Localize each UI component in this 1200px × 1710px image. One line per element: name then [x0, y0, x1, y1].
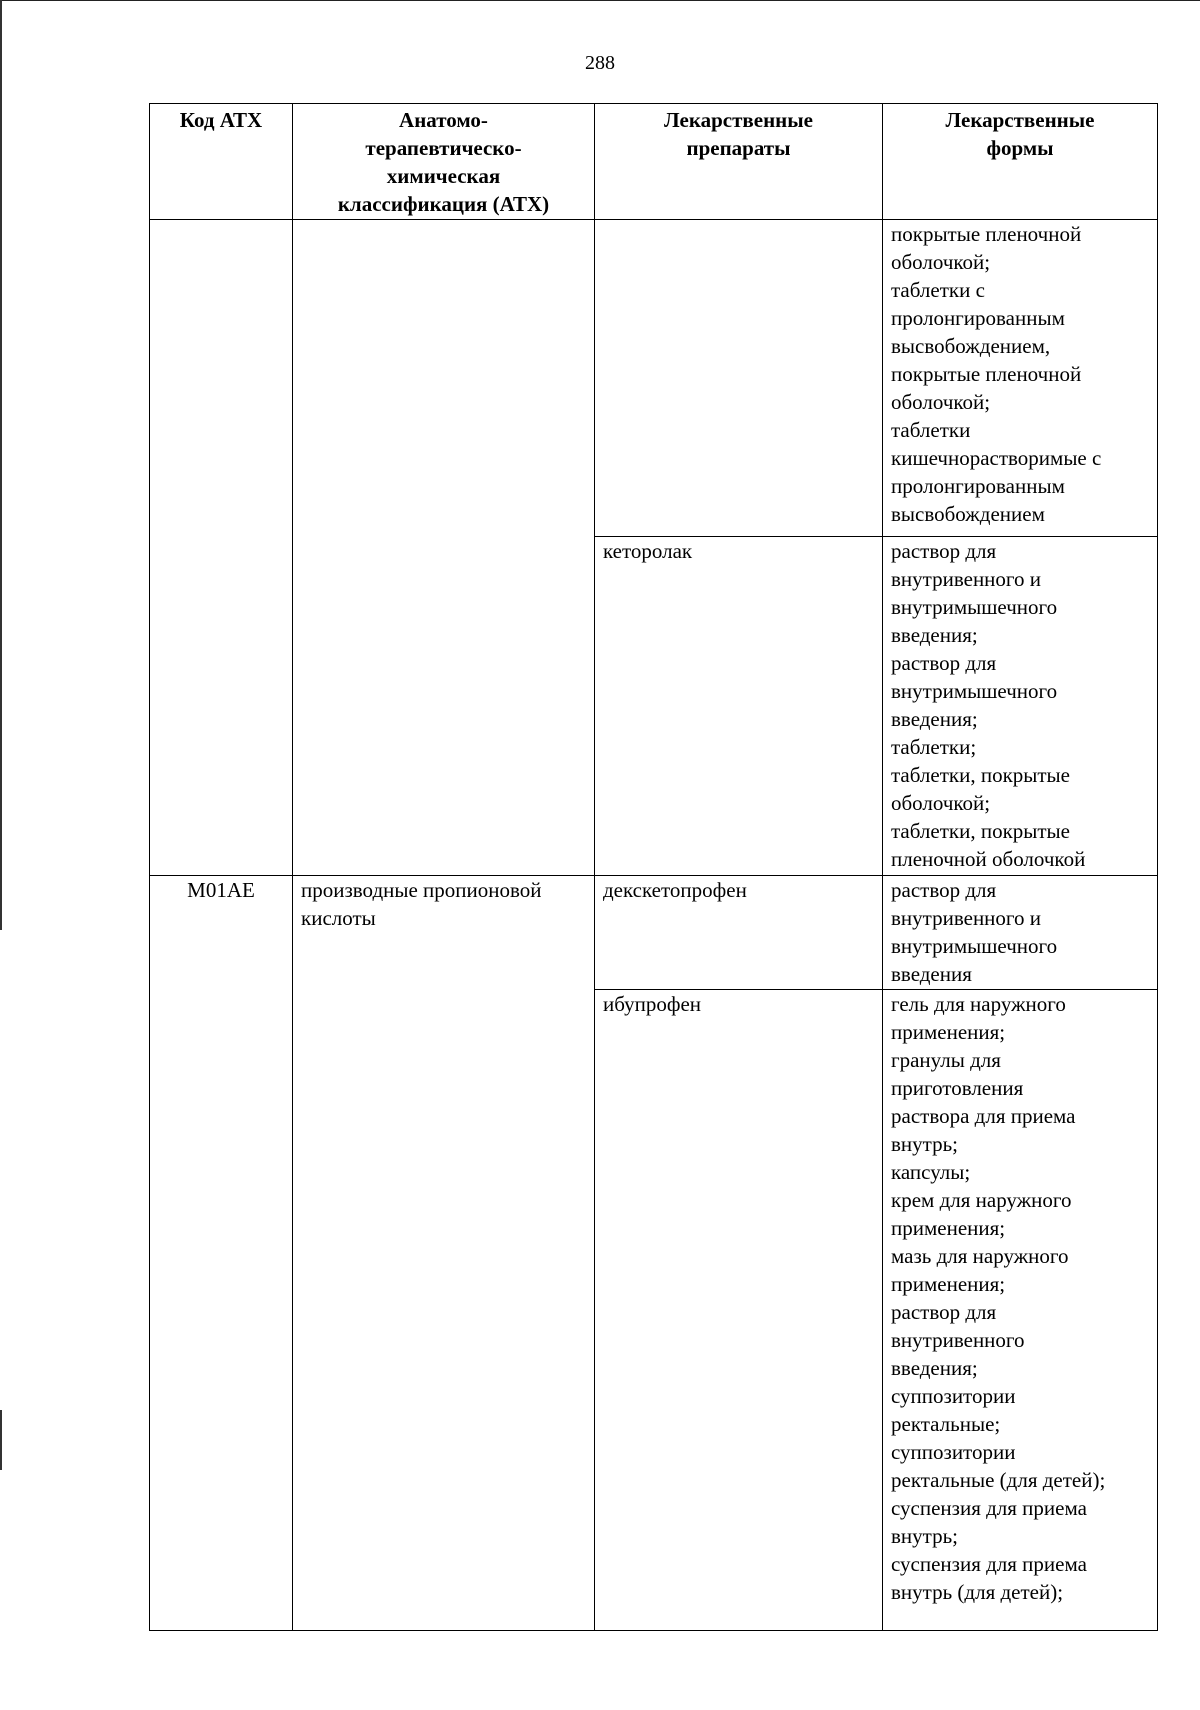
form-line: таблетки	[891, 418, 971, 442]
form-line: пленочной оболочкой	[891, 847, 1086, 871]
form-line: таблетки, покрытые	[891, 763, 1070, 787]
form-line: внутримышечного	[891, 595, 1058, 619]
form-line: применения;	[891, 1272, 1006, 1296]
form-line: покрытые пленочной	[891, 222, 1082, 246]
form-line: суспензия для приема	[891, 1552, 1087, 1576]
form-line: внутривенного и	[891, 906, 1041, 930]
form-line: применения;	[891, 1216, 1006, 1240]
form-line: введения;	[891, 707, 978, 731]
drug-cell	[595, 220, 883, 537]
header-forms: Лекарственные формы	[883, 104, 1158, 220]
form-line: суппозитории	[891, 1440, 1016, 1464]
form-line: раствор для	[891, 1300, 997, 1324]
header-classification: Анатомо- терапевтическо- химическая классификация (АТХ)	[293, 104, 595, 220]
form-line: раствор для	[891, 539, 997, 563]
code-cell: M01AE	[150, 876, 293, 1631]
form-line: пролонгированным	[891, 474, 1065, 498]
form-line: введения;	[891, 1356, 978, 1380]
scan-mark	[0, 1410, 2, 1470]
form-line: покрытые пленочной	[891, 362, 1082, 386]
form-line: оболочкой;	[891, 390, 991, 414]
top-rule	[0, 0, 1200, 1]
forms-cell	[883, 876, 1158, 990]
form-line: капсулы;	[891, 1160, 971, 1184]
form-line: суппозитории	[891, 1384, 1016, 1408]
form-line: оболочкой;	[891, 250, 991, 274]
drug-cell: декскетопрофен	[595, 876, 883, 990]
page-number: 288	[585, 52, 615, 74]
form-line: пролонгированным	[891, 306, 1065, 330]
form-line: таблетки;	[891, 735, 977, 759]
forms-cell	[883, 220, 1158, 537]
drug-cell: кеторолак	[595, 537, 883, 876]
form-line: оболочкой;	[891, 791, 991, 815]
scan-edge	[0, 0, 2, 930]
drug-cell: ибупрофен	[595, 990, 883, 1631]
form-line: высвобождением	[891, 502, 1045, 526]
form-line: внутрь (для детей);	[891, 1580, 1064, 1604]
form-line: ректальные (для детей);	[891, 1468, 1106, 1492]
form-line: внутрь;	[891, 1132, 958, 1156]
form-line: внутримышечного	[891, 934, 1058, 958]
form-line: ректальные;	[891, 1412, 1001, 1436]
code-cell	[150, 220, 293, 876]
header-drugs: Лекарственные препараты	[595, 104, 883, 220]
atc-table	[149, 103, 1158, 1631]
form-line: таблетки с	[891, 278, 985, 302]
form-line: применения;	[891, 1020, 1006, 1044]
form-line: гель для наружного	[891, 992, 1066, 1016]
form-line: таблетки, покрытые	[891, 819, 1070, 843]
table-header-row	[150, 104, 1158, 220]
form-line: введения;	[891, 623, 978, 647]
form-line: высвобождением,	[891, 334, 1051, 358]
form-line: внутривенного и	[891, 567, 1041, 591]
forms-cell	[883, 537, 1158, 876]
form-line: раствор для	[891, 878, 997, 902]
form-line: введения	[891, 962, 972, 986]
classification-cell: производные пропионовой кислоты	[293, 876, 595, 1631]
header-code: Код АТХ	[150, 104, 293, 220]
form-line: мазь для наружного	[891, 1244, 1069, 1268]
table-row	[150, 876, 1158, 990]
table-row	[150, 220, 1158, 537]
form-line: раствора для приема	[891, 1104, 1076, 1128]
form-line: кишечнорастворимые с	[891, 446, 1102, 470]
form-line: гранулы для	[891, 1048, 1001, 1072]
form-line: внутрь;	[891, 1524, 958, 1548]
form-line: крем для наружного	[891, 1188, 1072, 1212]
form-line: внутривенного	[891, 1328, 1025, 1352]
classification-cell	[293, 220, 595, 876]
form-line: внутримышечного	[891, 679, 1058, 703]
form-line: суспензия для приема	[891, 1496, 1087, 1520]
form-line: раствор для	[891, 651, 997, 675]
form-line: приготовления	[891, 1076, 1024, 1100]
forms-cell	[883, 990, 1158, 1631]
